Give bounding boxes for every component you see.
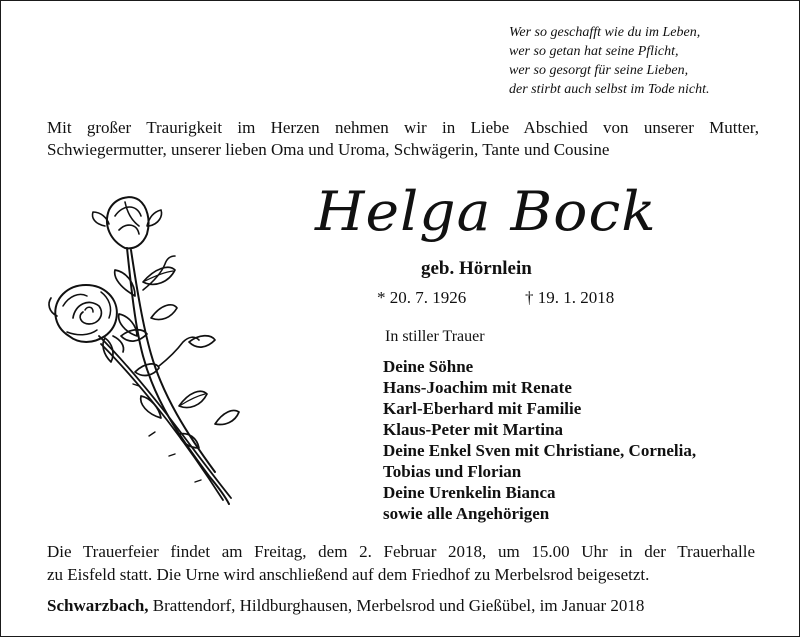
list-item: Deine Urenkelin Bianca [383,483,556,502]
funeral-line: zu Eisfeld statt. Die Urne wird anschließend auf dem Friedhof zu Merbelsrod beigesetzt. [47,565,650,584]
list-item: Tobias und Florian [383,462,522,481]
intro-line: Mit großer Traurigkeit im Herzen nehmen wir in Liebe Abschied von unserer Mutter, [47,118,759,137]
list-item: Hans-Joachim mit Renate [383,378,572,397]
poem-line: wer so getan hat seine Pflicht, [509,44,679,59]
maiden-name: geb. Hörnlein [421,258,532,279]
list-item: sowie alle Angehörigen [383,504,550,523]
deceased-name: Helga Bock [315,180,657,243]
rose-drawing-icon [39,186,249,511]
intro-text [47,117,759,161]
list-item: Deine Söhne [383,357,474,376]
place-name: Schwarzbach, [47,596,149,615]
funeral-details [47,540,755,586]
memorial-poem [509,23,789,99]
place-list: Brattendorf, Hildburghausen, Merbelsrod und Gießübel, im Januar 2018 [148,596,645,615]
list-item: Karl-Eberhard mit Familie [383,399,582,418]
intro-line: Schwiegermutter, unserer lieben Oma und Uroma, Schwägerin, Tante und Cousine [47,140,610,159]
list-item: Deine Enkel Sven mit Christiane, Cornelia, [383,441,697,460]
poem-line: wer so gesorgt für seine Lieben, [509,63,689,78]
poem-line: Wer so geschafft wie du im Leben, [509,25,701,40]
poem-line: der stirbt auch selbst im Tode nicht. [509,82,710,97]
place-and-date [47,595,644,617]
death-date: † 19. 1. 2018 [525,288,615,307]
list-item: Klaus-Peter mit Martina [383,420,564,439]
mourning-label: In stiller Trauer [385,328,485,345]
funeral-line: Die Trauerfeier findet am Freitag, dem 2. Februar 2018, um 15.00 Uhr in der Trauerhalle [47,542,755,561]
birth-date: * 20. 7. 1926 [377,288,467,307]
mourners-list [383,356,696,524]
